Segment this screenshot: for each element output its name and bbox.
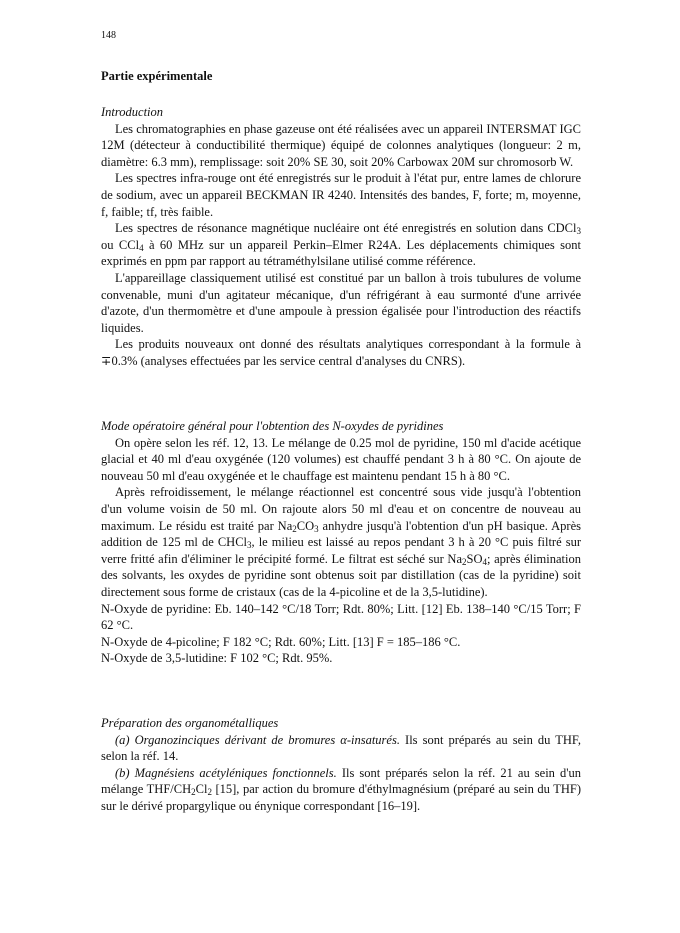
result-pyridine-n-oxide: N-Oxyde de pyridine: Eb. 140–142 °C/18 Torr; Rdt. 80%; Litt. [12] Eb. 138–140 °C/15 Torr; F 62 °C.: [101, 601, 581, 633]
acetylenic-magnesium-paragraph: (b) Magnésiens acétyléniques fonctionnels. Ils sont préparés selon la réf. 21 au sein d'un mélange THF/$CH_2Cl_2$ [15], par action du bromure d'éthylmagnésium (préparé au sein du THF) sur le dérivé propargylique ou énynique correspondant [16–19].: [101, 765, 581, 813]
organometallics-section: [101, 715, 581, 815]
section-title: Partie expérimentale: [101, 69, 213, 83]
page-number: 148: [101, 30, 116, 41]
organometallics-heading: Préparation des organométalliques: [101, 716, 279, 730]
organozinc-paragraph: (a) Organozinciques dérivant de bromures α-insaturés. Ils sont préparés au sein du THF, selon la réf. 14.: [101, 732, 582, 764]
n-oxide-procedure-section: [101, 418, 581, 667]
intro-paragraph-apparatus: L'appareillage classiquement utilisé est constitué par un ballon à trois tubulures de volume convenable, muni d'un agitateur mécanique, d'un réfrigérant à eau surmonté d'une arrivée d'azote, d'un thermomètre et d'une ampoule à pression égalisée pour l'introduction des réactifs liquides.: [101, 270, 581, 335]
result-lutidine-n-oxide: N-Oxyde de 3,5-lutidine: F 102 °C; Rdt. 95%.: [101, 651, 333, 666]
procedure-heading: Mode opératoire général pour l'obtention des N-oxydes de pyridines: [101, 419, 444, 433]
procedure-paragraph-1: On opère selon les réf. 12, 13. Le mélange de 0.25 mol de pyridine, 150 ml d'acide acétique glacial et 40 ml d'eau oxygénée (120 volumes) est chauffé pendant 3 h à 80 °C. On ajoute de nouveau 50 ml d'eau oxygénée et le chauffage est maintenu pendant 15 h à 80 °C.: [101, 435, 581, 483]
intro-paragraph-analysis: Les produits nouveaux ont donné des résultats analytiques correspondant à la formule à ∓0.3% (analyses effectuées par les service central d'analyses du CNRS).: [101, 337, 581, 368]
procedure-paragraph-2: Après refroidissement, le mélange réactionnel est concentré sous vide jusqu'à l'obtention d'un volume voisin de 50 ml. On rajoute alors 50 ml d'eau et on concentre de nouveau au maximum. Le résidu est traité par $Na_2CO_3$ anhydre jusqu'à l'obtention d'un pH basique. Après addition de 125 ml de CHCl$_3$, le milieu est laissé au repos pendant 3 h à 20 °C puis filtré sur verre fritté afin d'éliminer le précipité formé. Le filtrat est séché sur $Na_2SO_4$; après élimination des solvants, les oxydes de pyridine sont obtenus soit par distillation (cas de la pyridine) soit directement sous forme de cristaux (cas de la 4-picoline et de la 3,5-lutidine).: [101, 485, 581, 599]
intro-paragraph-ir: Les spectres infra-rouge ont été enregistrés sur le produit à l'état pur, entre lames de chlorure de sodium, avec un appareil BECKMAN IR 4240. Intensités des bandes, F, forte; m, moyenne, f, faible; tf, très faible.: [101, 171, 581, 219]
result-picoline-n-oxide: N-Oxyde de 4-picoline; F 182 °C; Rdt. 60%; Litt. [13] F = 185–186 °C.: [101, 634, 461, 649]
intro-paragraph-nmr: Les spectres de résonance magnétique nucléaire ont été enregistrés en solution dans CDCl$_3$ ou CCl$_4$ à 60 MHz sur un appareil Perkin–Elmer R24A. Les déplacements chimiques sont exprimés en ppm par rapport au tétraméthylsilane utilisé comme référence.: [101, 221, 581, 269]
introduction-heading: Introduction: [101, 105, 164, 119]
introduction-section: [101, 104, 581, 370]
intro-paragraph-gc: Les chromatographies en phase gazeuse ont été réalisées avec un appareil INTERSMAT IGC 12M (détecteur à conductibilité thermique) équipé de colonnes analytiques (longueur: 2 m, diamètre: 6.3 mm), remplissage: soit 20% SE 30, soit 20% Carbowax 20M sur chromosorb W.: [101, 121, 581, 169]
